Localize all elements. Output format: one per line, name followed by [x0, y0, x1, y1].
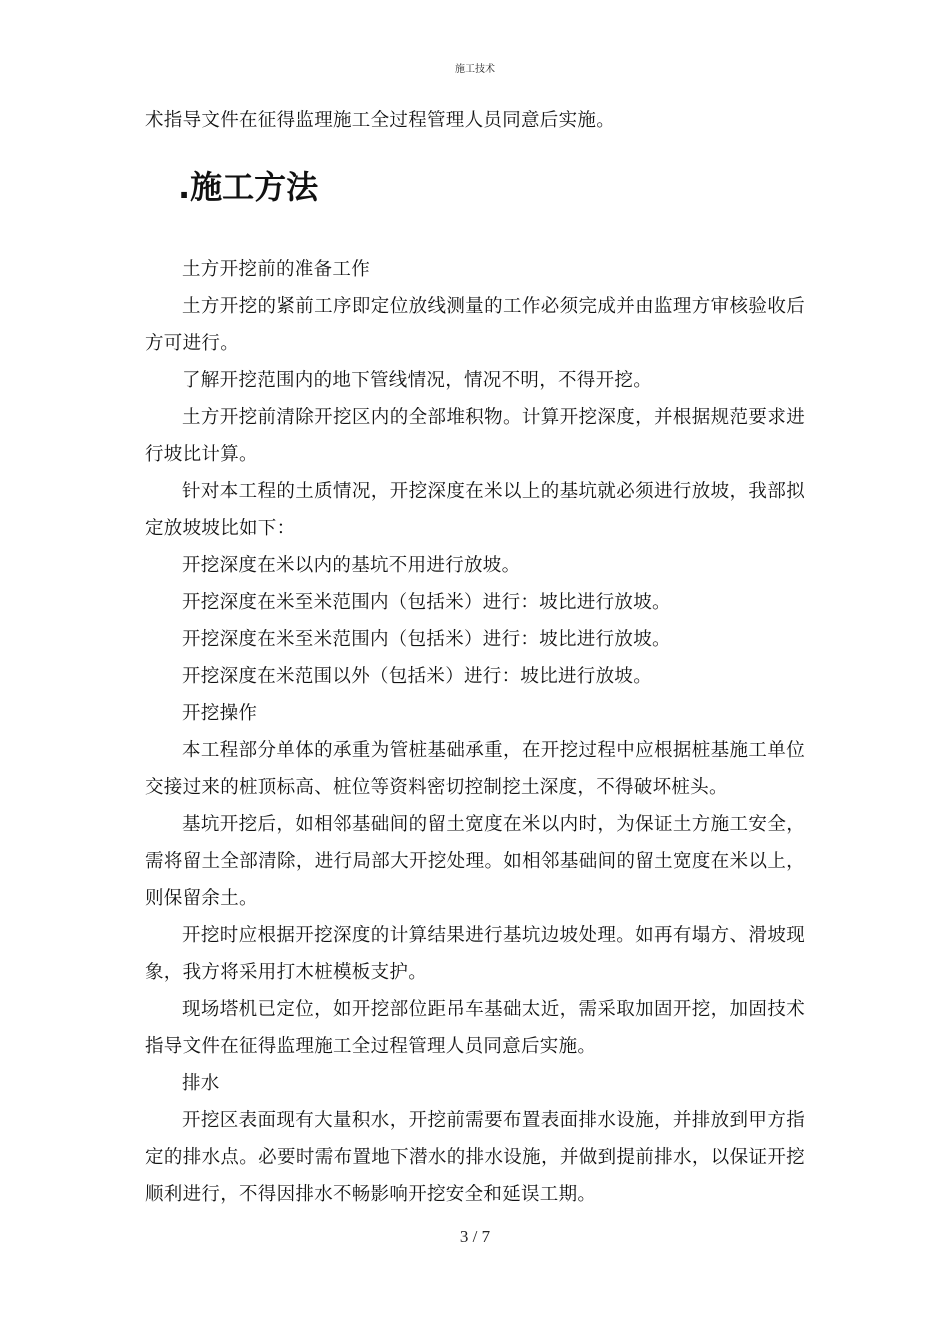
subheading-preparation: 土方开挖前的准备工作	[182, 259, 371, 280]
list-item: 开挖深度在米至米范围内（包括米）进行：坡比进行放坡。	[182, 629, 671, 650]
paragraph: 了解开挖范围内的地下管线情况，情况不明，不得开挖。	[182, 370, 653, 391]
subheading-drainage: 排水	[182, 1073, 220, 1094]
continuation-paragraph: 术指导文件在征得监理施工全过程管理人员同意后实施。	[145, 110, 616, 131]
paragraph: 开挖时应根据开挖深度的计算结果进行基坑边坡处理。如再有塌方、滑坡现象，我方将采用打木桩模板支护。	[145, 925, 805, 983]
page-number: 3 / 7	[459, 1227, 491, 1246]
paragraph: 开挖区表面现有大量积水，开挖前需要布置表面排水设施，并排放到甲方指定的排水点。必要时需布置地下潜水的排水设施，并做到提前排水，以保证开挖顺利进行，不得因排水不畅影响开挖安全和延误工期。	[145, 1110, 805, 1205]
list-item: 开挖深度在米至米范围内（包括米）进行：坡比进行放坡。	[182, 592, 671, 613]
subheading-operation: 开挖操作	[182, 703, 258, 724]
paragraph: 针对本工程的土质情况，开挖深度在米以上的基坑就必须进行放坡，我部拟定放坡坡比如下：	[145, 481, 805, 539]
paragraph: 本工程部分单体的承重为管桩基础承重，在开挖过程中应根据桩基施工单位交接过来的桩顶标高、桩位等资料密切控制挖土深度，不得破坏桩头。	[145, 740, 805, 798]
paragraph: 土方开挖前清除开挖区内的全部堆积物。计算开挖深度，并根据规范要求进行坡比计算。	[145, 407, 805, 465]
page-header: 施工技术	[455, 64, 495, 75]
list-item: 开挖深度在米范围以外（包括米）进行：坡比进行放坡。	[182, 666, 653, 687]
paragraph: 基坑开挖后，如相邻基础间的留土宽度在米以内时，为保证土方施工安全，需将留土全部清除，进行局部大开挖处理。如相邻基础间的留土宽度在米以上，则保留余土。	[145, 814, 805, 909]
paragraph: 现场塔机已定位，如开挖部位距吊车基础太近，需采取加固开挖，加固技术指导文件在征得监理施工全过程管理人员同意后实施。	[145, 999, 805, 1057]
document-body	[145, 102, 805, 1213]
list-item: 开挖深度在米以内的基坑不用进行放坡。	[182, 555, 521, 576]
paragraph: 土方开挖的紧前工序即定位放线测量的工作必须完成并由监理方审核验收后方可进行。	[145, 296, 805, 354]
section-title: .施工方法	[178, 168, 319, 206]
